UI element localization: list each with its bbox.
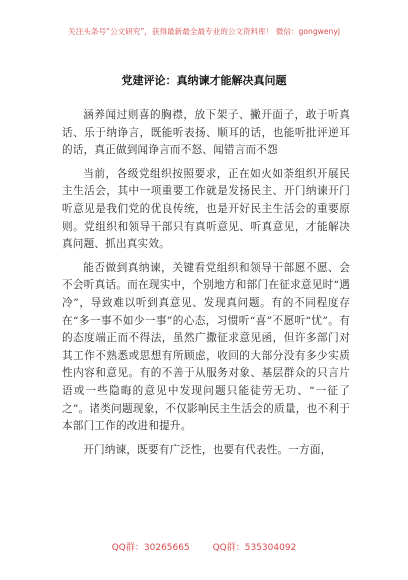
- paragraph: 涵养闻过则喜的胸襟，放下架子、撇开面子，敢于听真话、乐于纳诤言，既能听表扬、顺耳的话，也能听批评逆耳的话，真正做到闻诤言而不怒、闻错言而不怨: [62, 109, 350, 157]
- top-banner: 关注头条号“公文研究”，获得最新最全最专业的公文资料库！ 微信：gongwenyj: [68, 27, 340, 36]
- footer-qq-groups: [0, 540, 408, 553]
- paragraph: 能否做到真纳谏，关键看党组织和领导干部愿不愿、会不会听真话。而在现实中，个别地方和部门在征求意见时“遇冷”，导致难以听到真意见、发现真问题。有的不同程度存在“多一事不如少一事”的心态，习惯听“喜”不愿听“忧”。有的态度端正而不得法，虽然广撒征求意见函，但许多部门对其工作不熟悉或思想有所顾虑，收回的大部分没有多少实质性内容和意见。有的不善于从服务对象、基层群众的只言片语或一些隐晦的意见中发现问题只能徒劳无功、“一征了之”。诸类问题现象，不仅影响民主生活会的质量，也不利于本部门工作的改进和提升。: [62, 261, 350, 433]
- qq-group-1: QQ群：30265665: [111, 543, 190, 553]
- document-body: [62, 107, 350, 465]
- paragraph: 开门纳谏，既要有广泛性，也要有代表性。一方面，: [83, 443, 332, 456]
- qq-group-2: QQ群：535304092: [212, 543, 297, 553]
- paragraph: 当前，各级党组织按照要求，正在如火如荼组织开展民主生活会，其中一项重要工作就是发扬民主、开门纳谏开门听意见是我们党的优良传统，也是开好民主生活会的重要原则。党组织和领导干部只有真听意见、听真意见，才能解决真问题、抓出真实效。: [62, 167, 350, 251]
- document-title: 党建评论：真纳谏才能解决真问题: [121, 74, 287, 87]
